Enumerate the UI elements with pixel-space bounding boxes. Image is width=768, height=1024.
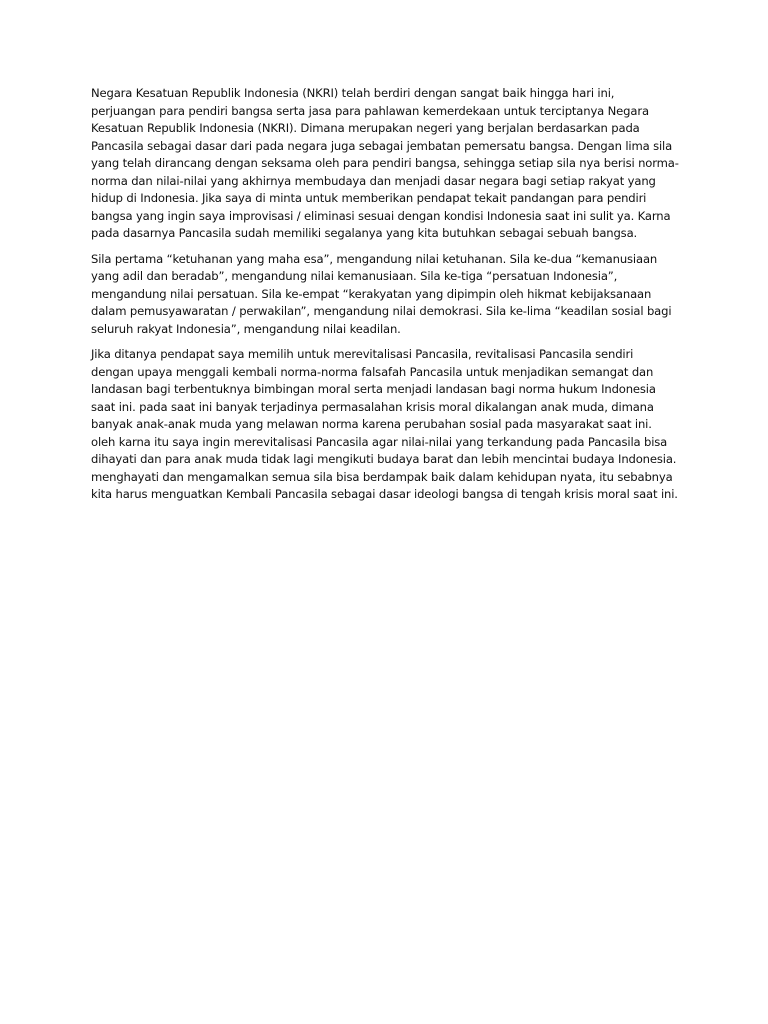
document-body — [91, 85, 679, 512]
paragraph-sila: Sila pertama “ketuhanan yang maha esa”, mengandung nilai ketuhanan. Sila ke-dua “kemanusiaan yang adil dan beradab”, mengandung nilai kemanusiaan. Sila ke-tiga “persatuan Indonesia”, mengandung nilai persatuan. Sila ke-empat “kerakyatan yang dipimpin oleh hikmat kebijaksanaan dalam pemusyawaratan / perwakilan”, mengandung nilai demokrasi. Sila ke-lima “keadilan sosial bagi seluruh rakyat Indonesia”, mengandung nilai keadilan. — [91, 251, 672, 336]
paragraph-revitalisasi: Jika ditanya pendapat saya memilih untuk merevitalisasi Pancasila, revitalisasi Pancasila sendiri dengan upaya menggali kembali norma-norma falsafah Pancasila untuk menjadikan semangat dan landasan bagi terbentuknya bimbingan moral serta menjadi landasan bagi norma hukum Indonesia saat ini. pada saat ini banyak terjadinya permasalahan krisis moral dikalangan anak muda, dimana banyak anak-anak muda yang melawan norma karena perubahan sosial pada masyarakat saat ini. oleh karna itu saya ingin merevitalisasi Pancasila agar nilai-nilai yang terkandung pada Pancasila bisa dihayati dan para anak muda tidak lagi mengikuti budaya barat dan lebih mencintai budaya Indonesia. menghayati dan mengamalkan semua sila bisa berdampak baik dalam kehidupan nyata, itu sebabnya kita harus menguatkan Kembali Pancasila sebagai dasar ideologi bangsa di tengah krisis moral saat ini. — [91, 347, 678, 501]
paragraph-intro: Negara Kesatuan Republik Indonesia (NKRI) telah berdiri dengan sangat baik hingga hari ini, perjuangan para pendiri bangsa serta jasa para pahlawan kemerdekaan untuk terciptanya Negara Kesatuan Republik Indonesia (NKRI). Dimana merupakan negeri yang berjalan berdasarkan pada Pancasila sebagai dasar dari pada negara juga sebagai jembatan pemersatu bangsa. Dengan lima sila yang telah dirancang dengan seksama oleh para pendiri bangsa, sehingga setiap sila nya berisi norma-norma dan nilai-nilai yang akhirnya membudaya dan menjadi dasar negara bagi setiap rakyat yang hidup di Indonesia. Jika saya di minta untuk memberikan pendapat tekait pandangan para pendiri bangsa yang ingin saya improvisasi / eliminasi sesuai dengan kondisi Indonesia saat ini sulit ya. Karna pada dasarnya Pancasila sudah memiliki segalanya yang kita butuhkan sebagai sebuah bangsa. — [91, 86, 679, 240]
